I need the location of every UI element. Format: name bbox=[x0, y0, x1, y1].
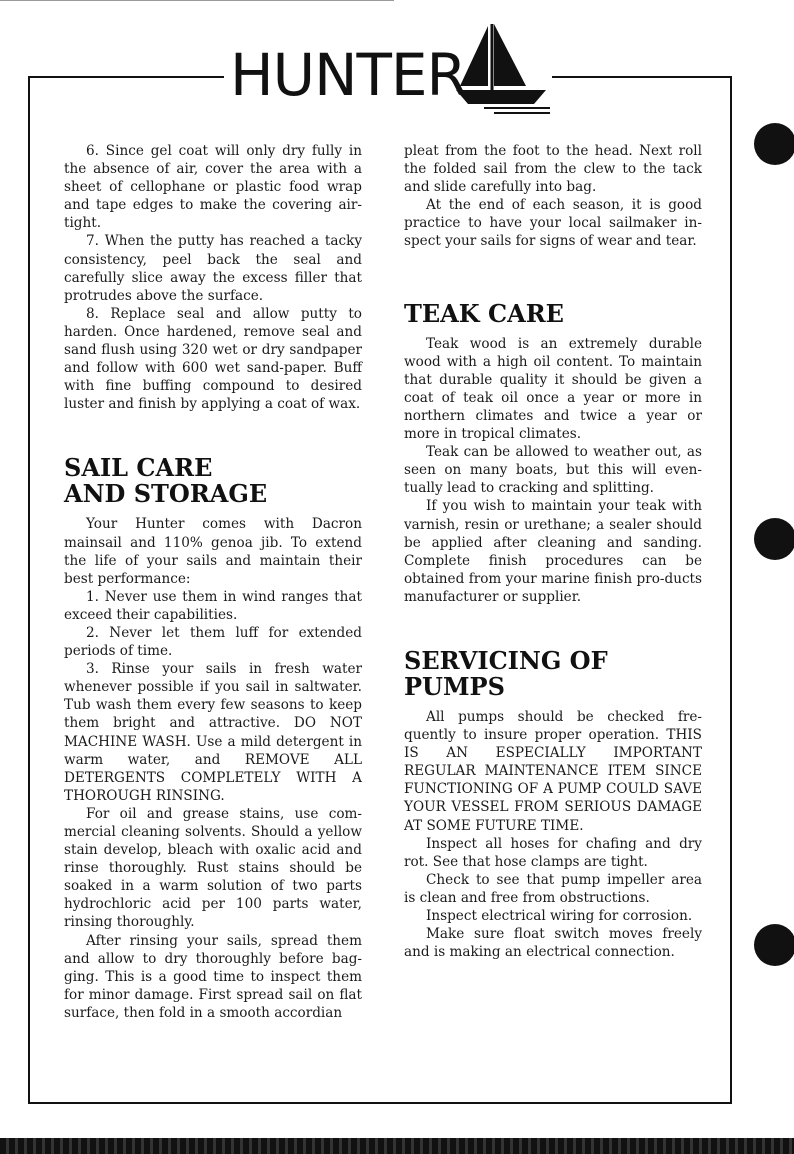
frame-top-left bbox=[28, 76, 224, 78]
paragraph-pumps-wiring: Inspect electrical wiring for corrosion. bbox=[426, 908, 693, 924]
paragraph-sail-1: 1. Never use them in wind ranges that exceed their capabilities. bbox=[64, 588, 362, 623]
binder-hole-top bbox=[754, 123, 794, 165]
heading-pumps-line2: PUMPS bbox=[404, 671, 505, 701]
left-column bbox=[64, 142, 362, 1022]
frame-top-right bbox=[552, 76, 730, 78]
binder-hole-middle bbox=[754, 518, 794, 560]
paragraph-pumps-impeller: Check to see that pump impeller area is clean and free from obstructions. bbox=[404, 871, 702, 906]
paragraph-sail-3: 3. Rinse your sails in fresh water whenever possible if you sail in saltwater. Tub wash them every few seasons to keep them bright and attractive. DO NOT MACHINE WASH. Use a mild detergent in warm water, and REMOVE ALL DETERGENTS COMPLETELY WITH A THOROUGH RINSING. bbox=[64, 661, 362, 804]
heading-teak-care: TEAK CARE bbox=[404, 298, 564, 328]
paragraph-sail-rinsing: After rinsing your sails, spread them and allow to dry thoroughly before bag-ging. This is a good time to inspect them for minor damage. First spread sail on flat surface, then fold in a smooth accordian bbox=[64, 932, 362, 1021]
heading-sail-line1: SAIL CARE bbox=[64, 453, 213, 483]
paragraph-pumps-float: Make sure float switch moves freely and is making an electrical connection. bbox=[404, 926, 702, 961]
paragraph-sail-intro: Your Hunter comes with Dacron mainsail and 110% genoa jib. To extend the life of your sails and maintain their best performance: bbox=[64, 516, 362, 587]
paragraph-teak-1: Teak wood is an extremely durable wood with a high oil content. To maintain that durable quality it should be given a coat of teak oil once a year or more in northern climates and twice a year or more in tropical climates. bbox=[404, 335, 702, 443]
logo-wordmark: HUNTER bbox=[230, 41, 466, 109]
binder-hole-bottom bbox=[754, 924, 794, 966]
paragraph-step-6: 6. Since gel coat will only dry fully in the absence of air, cover the area with a sheet of cellophane or plastic food wrap and tape edges to make the covering air-tight. bbox=[64, 143, 362, 232]
paragraph-sail-2: 2. Never let them luff for extended periods of time. bbox=[64, 624, 362, 660]
paragraph-sail-stains: For oil and grease stains, use com-mercial cleaning solvents. Should a yellow stain develop, bleach with oxalic acid and rinse thoroughly. Rust stains should be soaked in a warm solution of two parts hydrochloric acid per 100 parts water, rinsing thoroughly. bbox=[64, 805, 362, 931]
heading-pumps-line1: SERVICING OF bbox=[404, 645, 608, 675]
heading-servicing-pumps bbox=[404, 645, 702, 701]
heading-sail-care bbox=[64, 455, 362, 507]
paragraph-pumps-hoses: Inspect all hoses for chafing and dry rot. See that hose clamps are tight. bbox=[404, 835, 702, 870]
paragraph-step-7: 7. When the putty has reached a tacky consistency, peel back the seal and carefully slice away the excess filler that protrudes above the surface. bbox=[64, 233, 362, 304]
heading-sail-line2: AND STORAGE bbox=[64, 479, 268, 509]
paragraph-teak-2: Teak can be allowed to weather out, as seen on many boats, but this will even-tually lead to cracking and splitting. bbox=[404, 444, 702, 497]
paragraph-continuation: pleat from the foot to the head. Next roll the folded sail from the clew to the tack and slide carefully into bag. bbox=[404, 143, 702, 196]
paragraph-step-8: 8. Replace seal and allow putty to harden. Once hardened, remove seal and sand flush using 320 wet or dry sandpaper and follow with 600 wet sand-paper. Buff with fine buffing compound to desired luster and finish by applying a coat of wax. bbox=[64, 305, 362, 413]
paragraph-pumps-1: All pumps should be checked fre-quently to insure proper operation. THIS IS AN ESPECIALLY IMPORTANT REGULAR MAINTENANCE ITEM SINCE FUNCTIONING OF A PUMP COULD SAVE YOUR VESSEL FROM SERIOUS DAMAGE AT SOME FUTURE TIME. bbox=[404, 708, 702, 834]
hunter-logo bbox=[226, 24, 556, 124]
sailboat-icon bbox=[454, 24, 554, 120]
paragraph-season: At the end of each season, it is good practice to have your local sailmaker in-spect your sails for signs of wear and tear. bbox=[404, 197, 702, 250]
right-column bbox=[404, 142, 702, 961]
scan-bottom-edge bbox=[0, 1138, 794, 1154]
paragraph-teak-3: If you wish to maintain your teak with varnish, resin or urethane; a sealer should be applied after cleaning and sanding. Complete finish procedures can be obtained from your marine finish pro-ducts manufacturer or supplier. bbox=[404, 498, 702, 605]
top-rule bbox=[0, 0, 394, 1]
